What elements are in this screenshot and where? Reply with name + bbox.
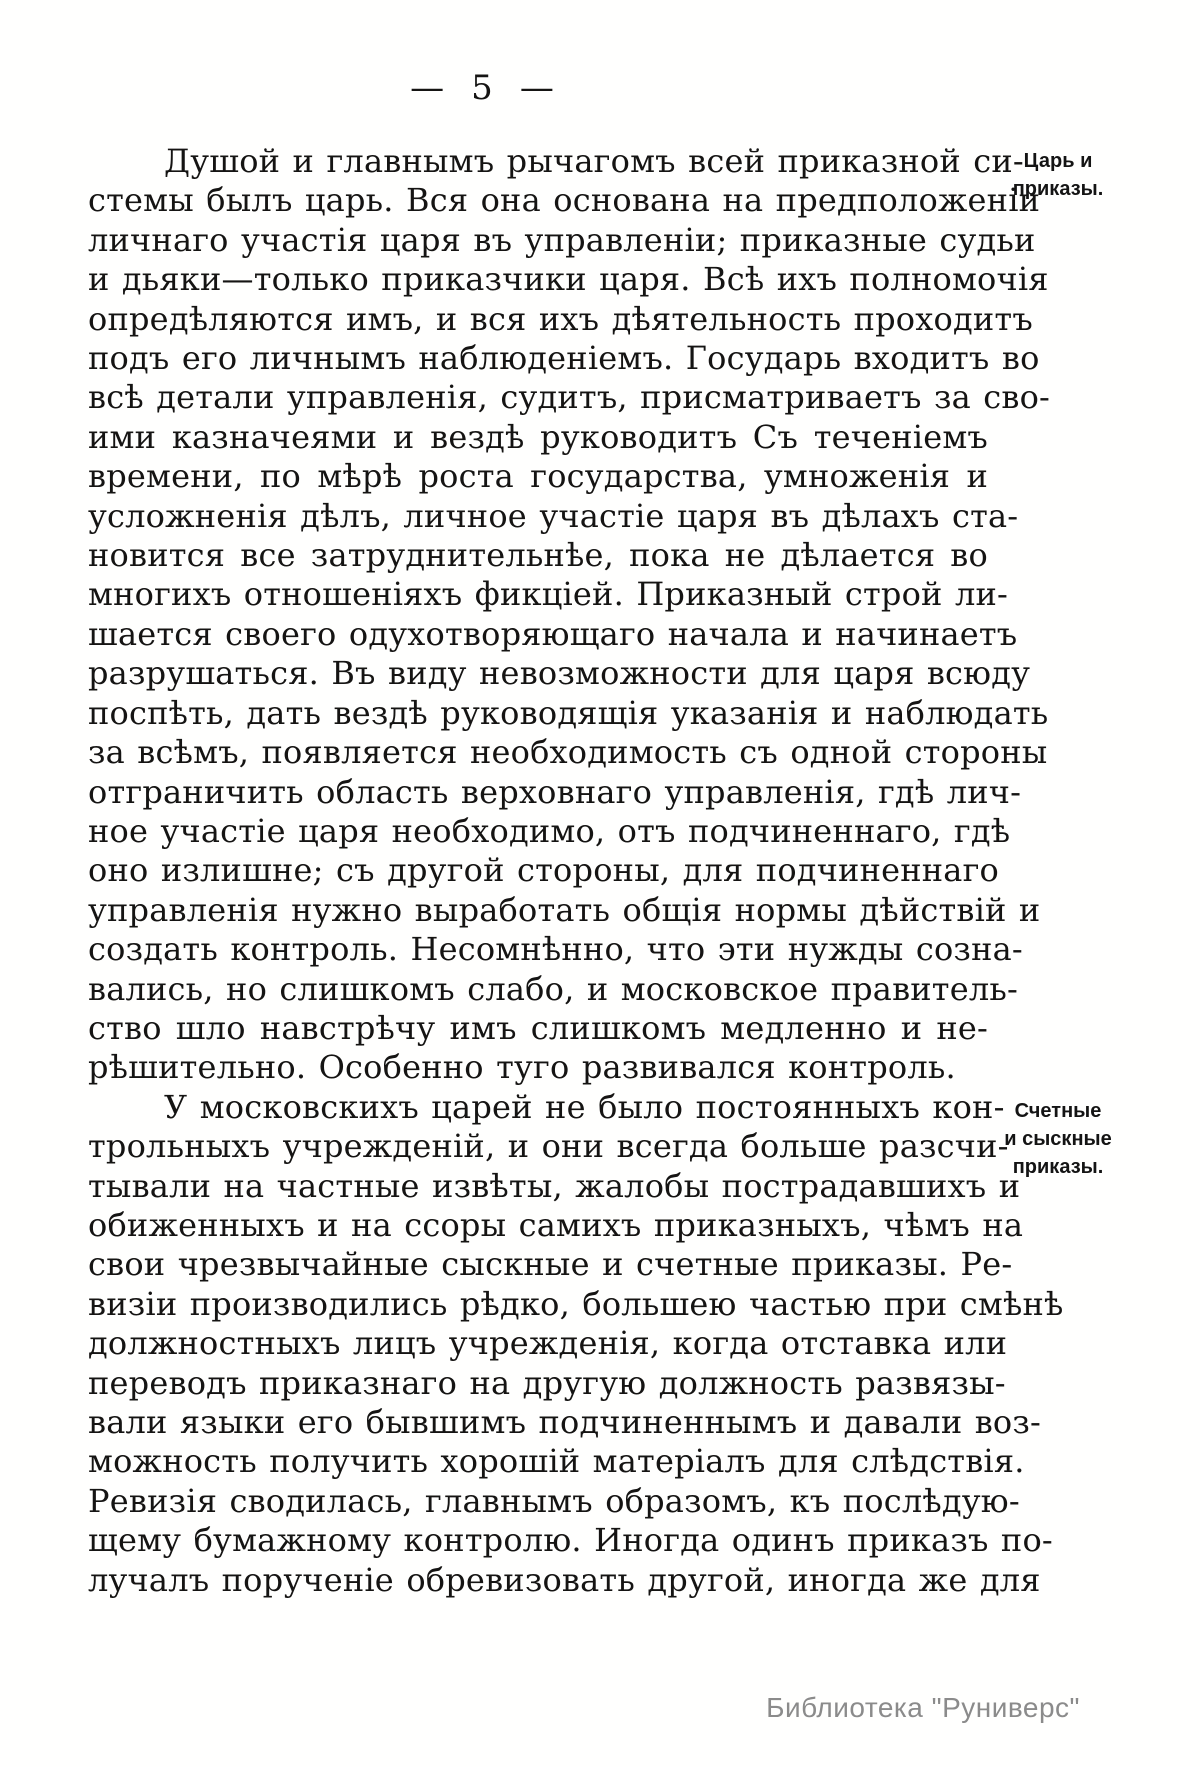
text-line: трольныхъ учрежденій, и они всегда больше разсчи- — [88, 1127, 1009, 1166]
margin-note-tsar-i-prikazy — [973, 147, 1143, 203]
margin-note-line: приказы. — [1012, 178, 1104, 200]
text-line: обиженныхъ и на ссоры самихъ приказныхъ, чѣмъ на — [88, 1205, 1024, 1244]
text-line: переводъ приказнаго на другую должность развязы- — [88, 1363, 1006, 1402]
text-line: ство шло навстрѣчу имъ слишкомъ медленно и не- — [88, 1008, 988, 1047]
page-number: 5 — [471, 68, 494, 108]
text-line: поспѣть, дать вездѣ руководящія указанія и наблюдать — [88, 693, 1049, 732]
header-dash-left: — — [410, 68, 446, 108]
text-line: щему бумажному контролю. Иногда одинъ приказъ по- — [88, 1521, 1053, 1560]
header-dash-right: — — [519, 68, 555, 108]
text-line: рѣшительно. Особенно туго развивался контроль. — [88, 1048, 956, 1087]
text-line: ное участіе царя необходимо, отъ подчиненнаго, гдѣ — [88, 811, 1011, 850]
text-line: Душой и главнымъ рычагомъ всей приказной си- — [164, 142, 1024, 180]
text-line: вали языки его бывшимъ подчиненнымъ и давали воз- — [88, 1403, 1042, 1441]
text-line: опредѣляются имъ, и вся ихъ дѣятельность проходитъ — [88, 299, 1033, 338]
margin-note-schetnye-i-sysknye-prikazy — [973, 1097, 1143, 1181]
text-line: визіи производились рѣдко, большею частью при смѣнѣ — [88, 1284, 1064, 1323]
text-line: усложненія дѣлъ, личное участіе царя въ дѣлахъ ста- — [88, 496, 1019, 535]
text-line: лучалъ порученіе обревизовать другой, иногда же для — [88, 1560, 1041, 1599]
text-line: свои чрезвычайные сыскные и счетные приказы. Ре- — [88, 1245, 1013, 1284]
text-line: можность получить хорошій матеріалъ для слѣдствія. — [88, 1442, 1025, 1481]
text-line: управленія нужно выработать общія нормы дѣйствій и — [88, 890, 1041, 929]
text-line: стемы былъ царь. Вся она основана на предположеніи — [88, 181, 1041, 220]
text-line: времени, по мѣрѣ роста государства, умноженія и — [88, 457, 988, 496]
text-line: разрушаться. Въ виду невозможности для царя всюду — [88, 654, 1031, 693]
text-line: создать контроль. Несомнѣнно, что эти нужды созна- — [88, 930, 1023, 969]
margin-note-line: и сыскные — [1004, 1128, 1112, 1150]
text-line: вались, но слишкомъ слабо, и московское правитель- — [88, 969, 1019, 1008]
text-line: должностныхъ лицъ учрежденія, когда отставка или — [88, 1324, 1008, 1363]
text-line: всѣ детали управленія, судитъ, присматриваетъ за сво- — [88, 378, 1051, 417]
text-line: за всѣмъ, появляется необходимость съ одной стороны — [88, 733, 1048, 772]
text-line: ими казначеями и вездѣ руководитъ Съ теченіемъ — [88, 417, 988, 456]
text-line: шается своего одухотворяющаго начала и начинаетъ — [88, 614, 1018, 653]
text-line: и дьяки—только приказчики царя. Всѣ ихъ полномочія — [88, 260, 1049, 299]
text-line: новится все затруднительнѣе, пока не дѣлается во — [88, 536, 988, 575]
text-line: оно излишне; съ другой стороны, для подчиненнаго — [88, 851, 1000, 890]
paragraph-1 — [88, 142, 1051, 1088]
text-line: личнаго участія царя въ управленіи; приказные судьи — [88, 220, 1036, 259]
text-line: тывали на частные извѣты, жалобы пострадавшихъ и — [88, 1166, 1021, 1205]
text-line: отграничить область верховнаго управленія, гдѣ лич- — [88, 772, 1022, 811]
library-watermark: Библиотека "Руниверс" — [766, 1692, 1080, 1723]
margin-note-line: Царь и — [1023, 150, 1093, 172]
text-line: многихъ отношеніяхъ фикціей. Приказный строй ли- — [88, 575, 1009, 614]
text-line: подъ его личнымъ наблюденіемъ. Государь входитъ во — [88, 339, 1040, 378]
text-line: У московскихъ царей не было постоянныхъ кон- — [164, 1087, 1005, 1126]
margin-note-line: приказы. — [1012, 1156, 1104, 1178]
page-number-header — [0, 68, 965, 108]
margin-note-line: Счетные — [1014, 1100, 1102, 1122]
text-line: Ревизія сводилась, главнымъ образомъ, къ послѣдую- — [88, 1481, 1020, 1520]
